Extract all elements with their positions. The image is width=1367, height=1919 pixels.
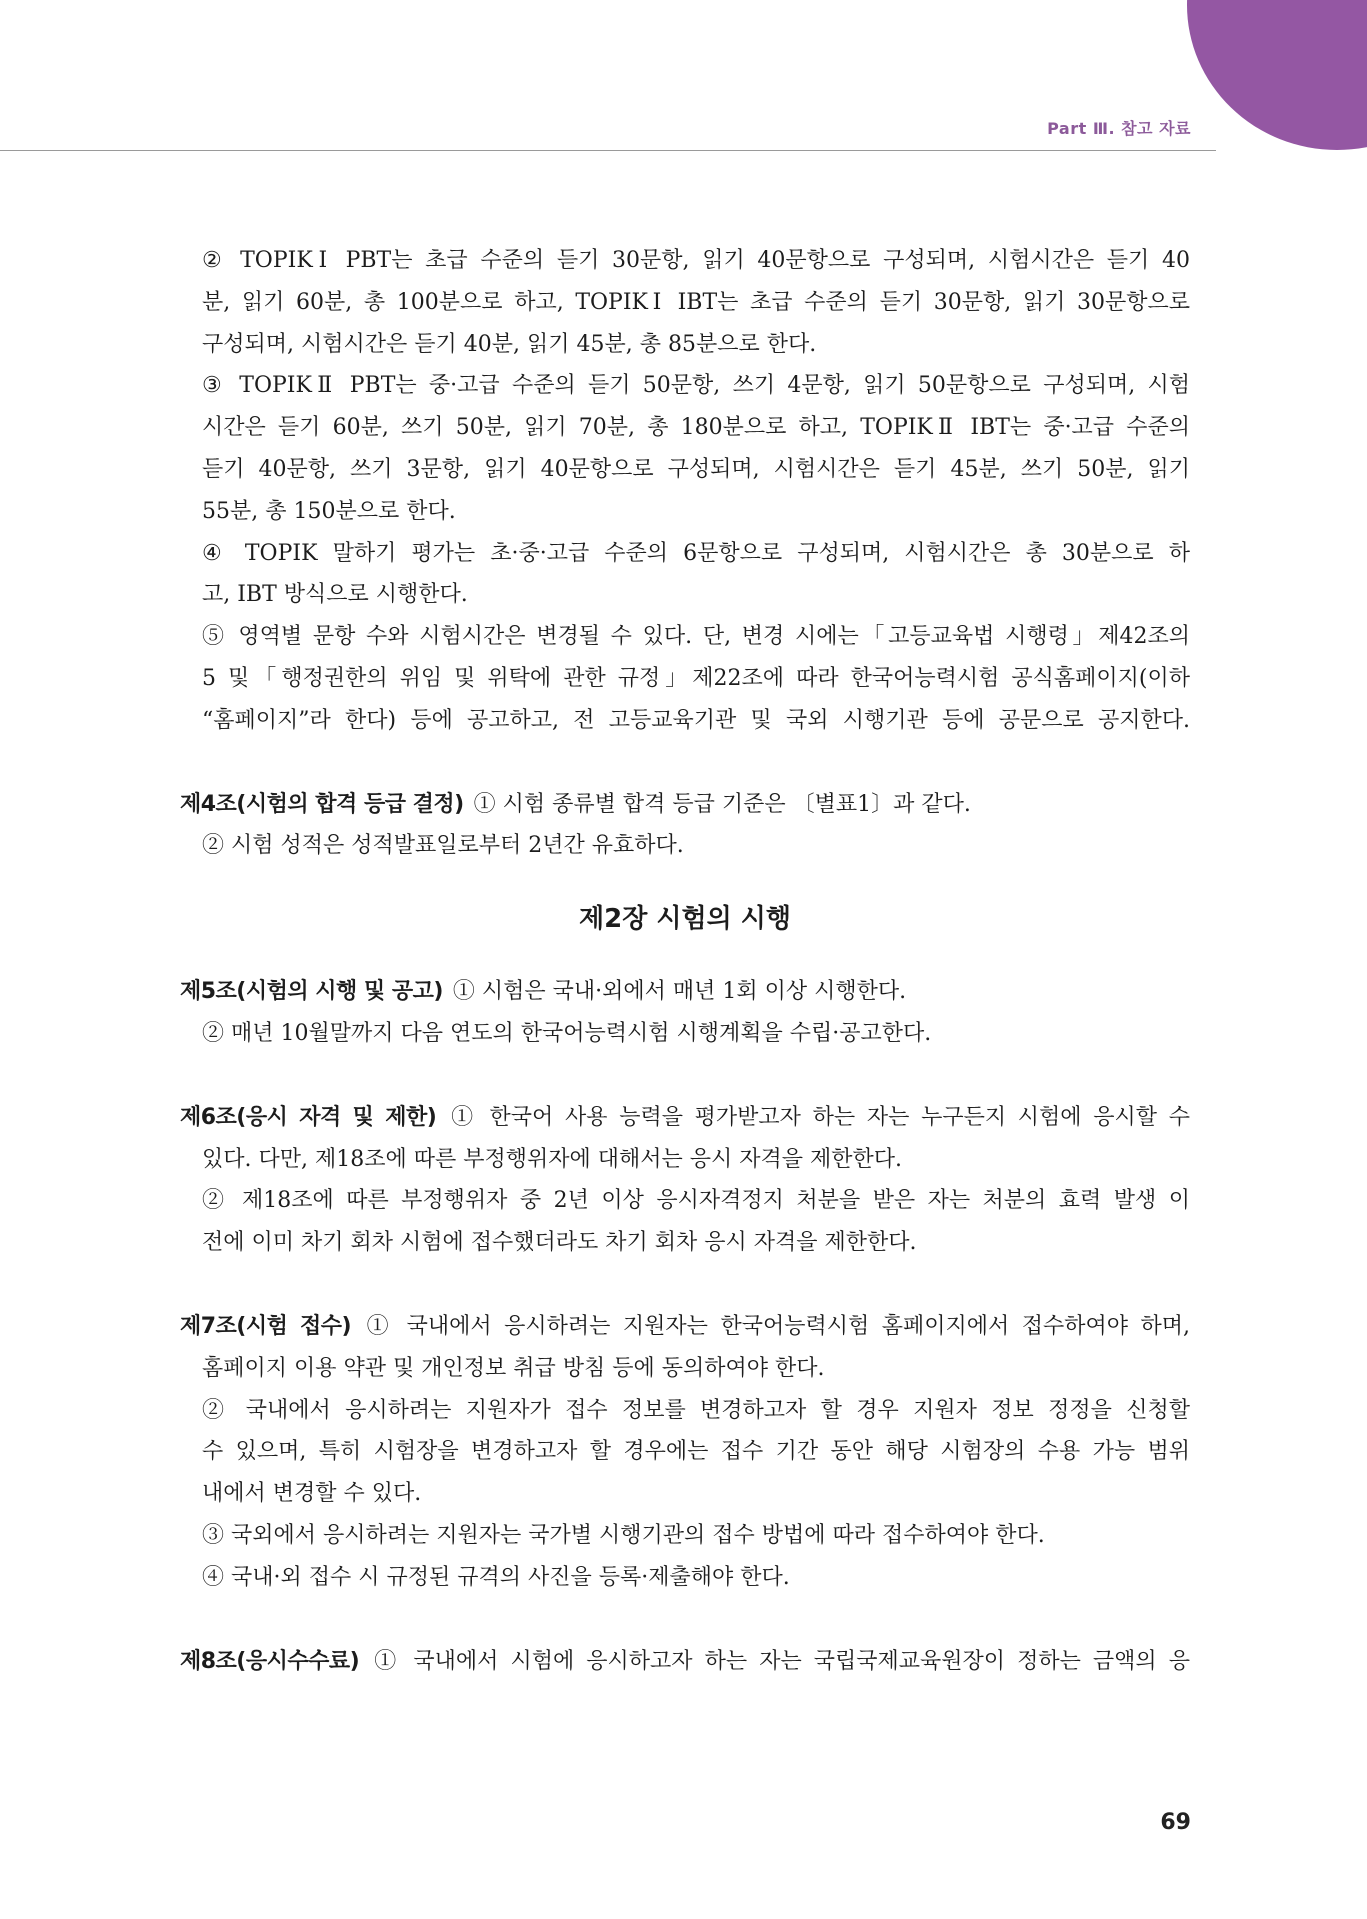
article-8 xyxy=(180,1641,1190,1683)
text-line: ③ TOPIKⅡ PBT는 중·고급 수준의 듣기 50문항, 쓰기 4문항, 읽기 50문항으로 구성되며, 시험 xyxy=(202,373,1190,399)
page-body xyxy=(180,240,1190,1682)
text-line: 있다. 다만, 제18조에 따른 부정행위자에 대해서는 응시 자격을 제한한다. xyxy=(202,1146,902,1172)
article-heading: 제5조(시험의 시행 및 공고) xyxy=(180,979,443,1005)
text-line: ② 매년 10월말까지 다음 연도의 한국어능력시험 시행계획을 수립·공고한다. xyxy=(202,1020,932,1046)
text-span: ① 시험은 국내·외에서 매년 1회 이상 시행한다. xyxy=(452,979,907,1005)
text-line: 구성되며, 시험시간은 듣기 40분, 읽기 45분, 총 85분으로 한다. xyxy=(202,331,817,357)
text-line: ② 제18조에 따른 부정행위자 중 2년 이상 응시자격정지 처분을 받은 자는 처분의 효력 발생 이 xyxy=(202,1188,1190,1214)
text-span: ① 시험 종류별 합격 등급 기준은 〔별표1〕과 같다. xyxy=(473,791,971,817)
article-4 xyxy=(180,784,1190,826)
text-line: 수 있으며, 특히 시험장을 변경하고자 할 경우에는 접수 기간 동안 해당 시험장의 수용 가능 범위 xyxy=(202,1439,1190,1465)
text-line: ⑤ 영역별 문항 수와 시험시간은 변경될 수 있다. 단, 변경 시에는「고등교육법 시행령」제42조의 xyxy=(202,624,1190,650)
text-span: ① 국내에서 시험에 응시하고자 하는 자는 국립국제교육원장이 정하는 금액의 응 xyxy=(369,1648,1190,1674)
text-line: 분, 읽기 60분, 총 100분으로 하고, TOPIKⅠ IBT는 초급 수준의 듣기 30문항, 읽기 30문항으로 xyxy=(202,289,1190,315)
article-heading: 제8조(응시수수료) xyxy=(180,1648,360,1674)
text-line: ② TOPIKⅠ PBT는 초급 수준의 듣기 30문항, 읽기 40문항으로 구성되며, 시험시간은 듣기 40 xyxy=(202,248,1190,273)
text-line: ④ TOPIK 말하기 평가는 초·중·고급 수준의 6문항으로 구성되며, 시험시간은 총 30분으로 하 xyxy=(202,540,1190,566)
text-line: 55분, 총 150분으로 한다. xyxy=(202,498,456,524)
article-6 xyxy=(180,1097,1190,1139)
chapter-title: 제2장 시험의 시행 xyxy=(578,904,791,935)
article-heading: 제4조(시험의 합격 등급 결정) xyxy=(180,791,464,817)
text-line: 전에 이미 차기 회차 시험에 접수했더라도 차기 회차 응시 자격을 제한한다. xyxy=(202,1230,917,1256)
text-line: ② 시험 성적은 성적발표일로부터 2년간 유효하다. xyxy=(202,833,684,859)
text-line: 홈페이지 이용 약관 및 개인정보 취급 방침 등에 동의하여야 한다. xyxy=(202,1355,825,1381)
text-line: 내에서 변경할 수 있다. xyxy=(202,1481,422,1507)
text-line: ④ 국내·외 접수 시 규정된 규격의 사진을 등록·제출해야 한다. xyxy=(202,1564,790,1590)
page-number: 69 xyxy=(1160,1810,1191,1835)
article-7 xyxy=(180,1306,1190,1348)
article-heading: 제7조(시험 접수) xyxy=(180,1313,352,1339)
text-span: ① 국내에서 응시하려는 지원자는 한국어능력시험 홈페이지에서 접수하여야 하며, xyxy=(361,1313,1190,1339)
text-line: 시간은 듣기 60분, 쓰기 50분, 읽기 70분, 총 180분으로 하고, TOPIKⅡ IBT는 중·고급 수준의 xyxy=(202,415,1190,441)
text-line: 고, IBT 방식으로 시행한다. xyxy=(202,582,468,608)
text-line: 5 및「행정권한의 위임 및 위탁에 관한 규정」제22조에 따라 한국어능력시험 공식홈페이지(이하 xyxy=(202,665,1190,691)
text-line: 듣기 40문항, 쓰기 3문항, 읽기 40문항으로 구성되며, 시험시간은 듣기 45분, 쓰기 50분, 읽기 xyxy=(202,456,1190,482)
article-5 xyxy=(180,971,1190,1013)
running-header: Part Ⅲ. 참고 자료 xyxy=(1047,119,1191,138)
header-divider xyxy=(0,150,1216,151)
text-span: ① 한국어 사용 능력을 평가받고자 하는 자는 누구든지 시험에 응시할 수 xyxy=(446,1104,1190,1130)
text-line: “홈페이지”라 한다) 등에 공고하고, 전 고등교육기관 및 국외 시행기관 등에 공문으로 공지한다. xyxy=(202,707,1190,733)
article-heading: 제6조(응시 자격 및 제한) xyxy=(180,1104,437,1130)
corner-decoration xyxy=(1187,0,1367,150)
text-line: ③ 국외에서 응시하려는 지원자는 국가별 시행기관의 접수 방법에 따라 접수하여야 한다. xyxy=(202,1522,1045,1548)
text-line: ② 국내에서 응시하려는 지원자가 접수 정보를 변경하고자 할 경우 지원자 정보 정정을 신청할 xyxy=(202,1397,1190,1423)
